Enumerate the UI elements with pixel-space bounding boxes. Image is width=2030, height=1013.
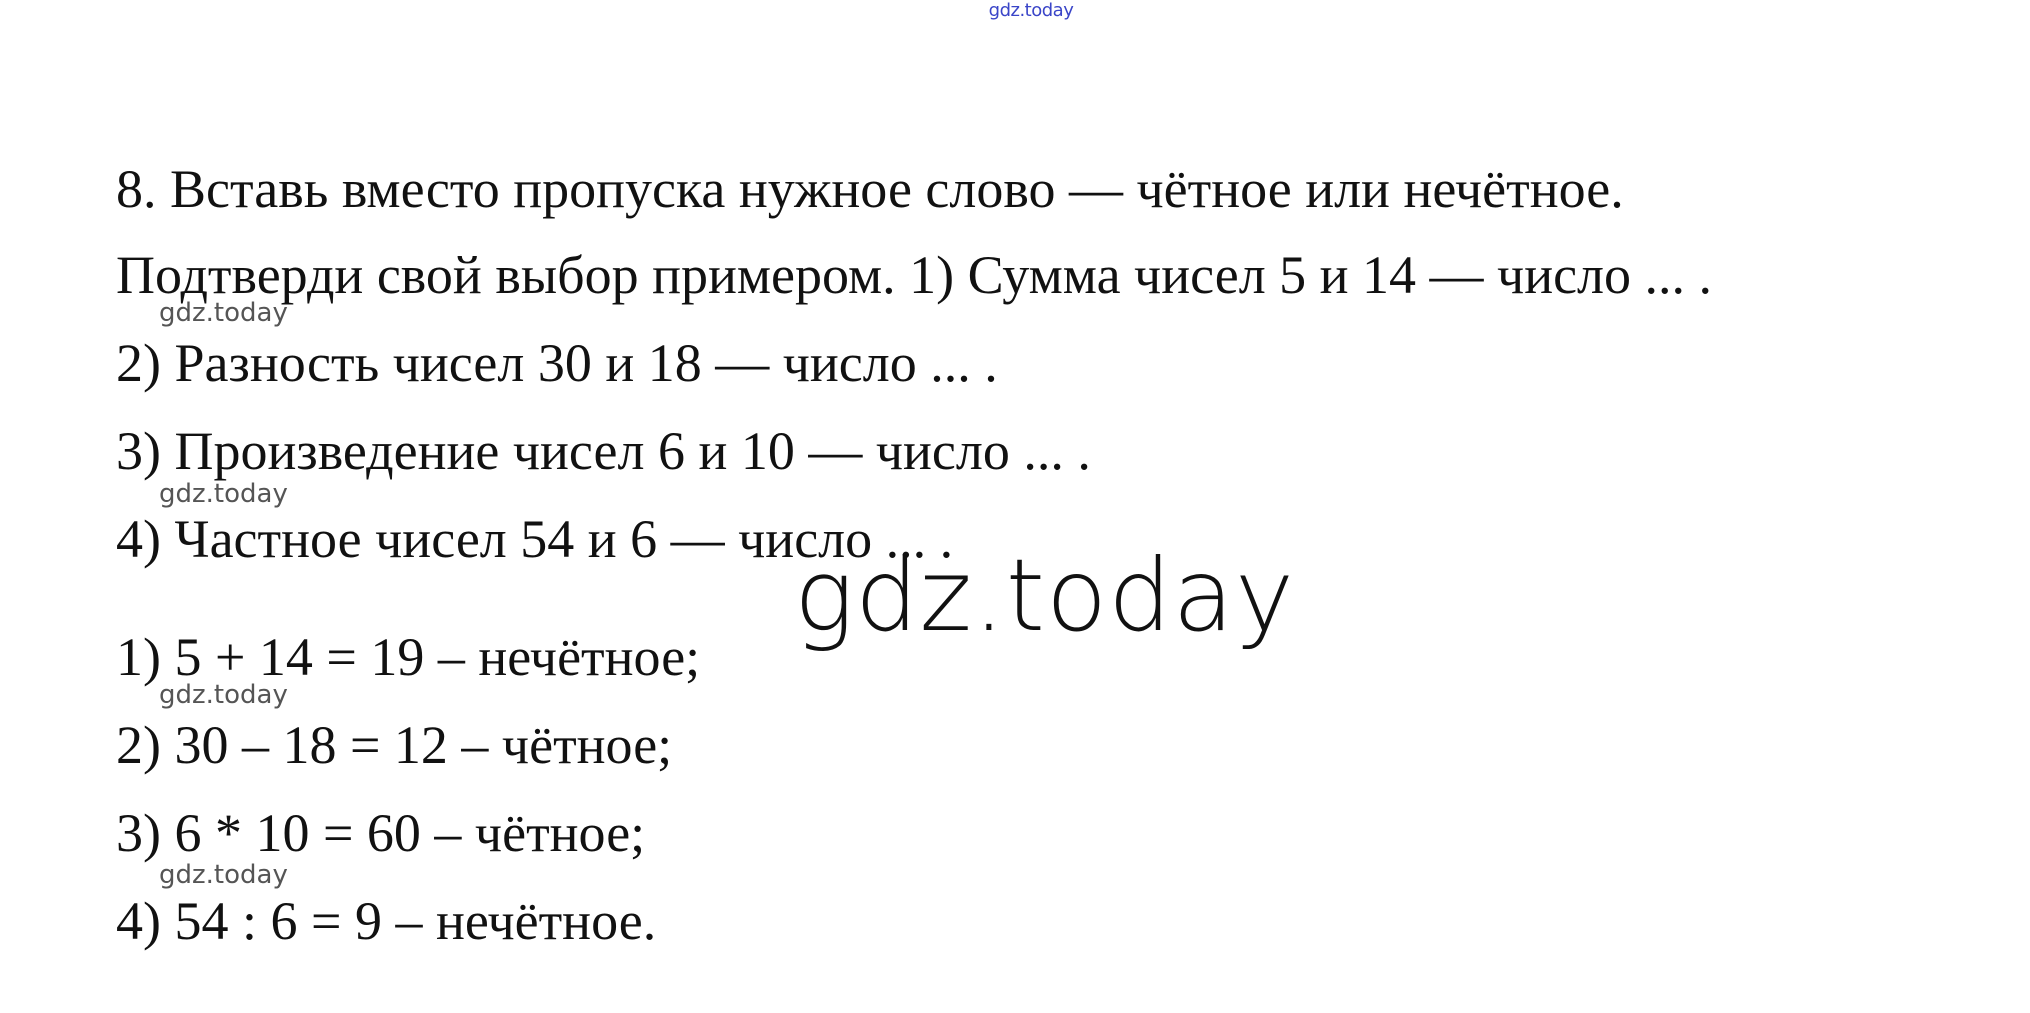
task-line-3: 2) Разность чисел 30 и 18 — число ... . (116, 333, 998, 393)
task-line-2: Подтверди свой выбор примером. 1) Сумма чисел 5 и 14 — число ... . (116, 245, 1713, 305)
watermark-small-2: gdz.today (159, 479, 288, 509)
answer-line-1: 1) 5 + 14 = 19 – нечётное; (116, 627, 701, 687)
answer-line-2: 2) 30 – 18 = 12 – чётное; (116, 715, 673, 775)
answer-line-4: 4) 54 : 6 = 9 – нечётное. (116, 891, 657, 951)
task-line-5: 4) Частное чисел 54 и 6 — число ... . (116, 509, 954, 569)
task-line-4: 3) Произведение чисел 6 и 10 — число ... . (116, 421, 1091, 481)
watermark-small-4: gdz.today (159, 860, 288, 890)
watermark-large: gdz.today (794, 537, 1296, 654)
watermark-top: gdz.today (988, 0, 1074, 21)
watermark-small-1: gdz.today (159, 298, 288, 328)
task-line-1: 8. Вставь вместо пропуска нужное слово — чётное или нечётное. (116, 159, 1624, 219)
answer-line-3: 3) 6 * 10 = 60 – чётное; (116, 803, 646, 863)
watermark-small-3: gdz.today (159, 680, 288, 710)
